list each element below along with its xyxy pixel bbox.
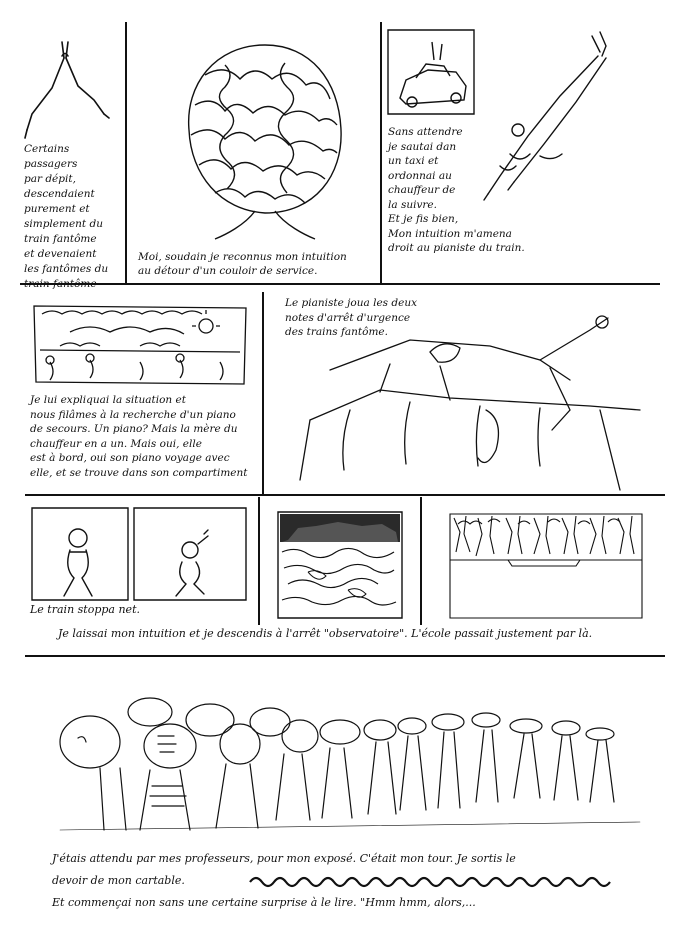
row1-panel2-caption: Moi, soudain je reconnus mon intuition au détour d'un couloir de service. [138, 251, 347, 277]
row3-divider-1 [258, 497, 260, 625]
row4-line3: Et commençai non sans une certaine surprise à le lire. "Hmm hmm, alors,... [52, 896, 476, 909]
row2-bottom-border [25, 494, 665, 496]
row1-panel1-caption: Certains passagers par dépit, descendaient purement et simplement du train fantôme et devenaient les fantômes du train fantôme [24, 143, 109, 290]
row4-line2-text: devoir de mon cartable. [52, 874, 185, 887]
row2-divider [262, 292, 264, 494]
row2-panel1-caption: Je lui expliquai la situation et nous filâmes à la recherche d'un piano de secours. Un piano? Mais la mère du chauffeur en a un. Mais oui, elle est à bord, oui son piano voyage avec elle, et se trouve dans son compartiment [30, 394, 248, 479]
row1-panel3-caption: Sans attendre je sautai dan un taxi et ordonnai au chauffeur de la suivre. Et je fis bien, Mon intuition m'amena droit au pianiste du train. [388, 126, 525, 254]
hanging-figure-drawing [22, 38, 112, 138]
intuition-bush-drawing [175, 35, 355, 245]
row1-divider-1 [125, 22, 127, 284]
row3-panel1-caption: Le train stoppa net. [30, 603, 140, 616]
row3-strip-caption: Je laissai mon intuition et je descendis à l'arrêt "observatoire". L'école passait justement par là. [58, 627, 593, 640]
trees-wall-drawing [448, 512, 644, 622]
pianist-drawing [290, 310, 660, 490]
row3-bottom-border [25, 655, 665, 657]
row1-divider-2 [380, 22, 382, 284]
observatoire-photo-drawing [278, 512, 402, 618]
professors-line-drawing [40, 690, 660, 840]
row4-line1: J'étais attendu par mes professeurs, pour mon exposé. C'était mon tour. Je sortis le [52, 852, 516, 865]
row2-panel2-caption: Le pianiste joua les deux notes d'arrêt d'urgence des trains fantôme. [285, 297, 417, 338]
row3-divider-2 [420, 497, 422, 625]
train-stop-boxes-drawing [30, 506, 250, 602]
taxi-box-drawing [386, 28, 476, 116]
piano-search-drawing [30, 300, 250, 388]
crossed-out-scribble [250, 872, 630, 892]
